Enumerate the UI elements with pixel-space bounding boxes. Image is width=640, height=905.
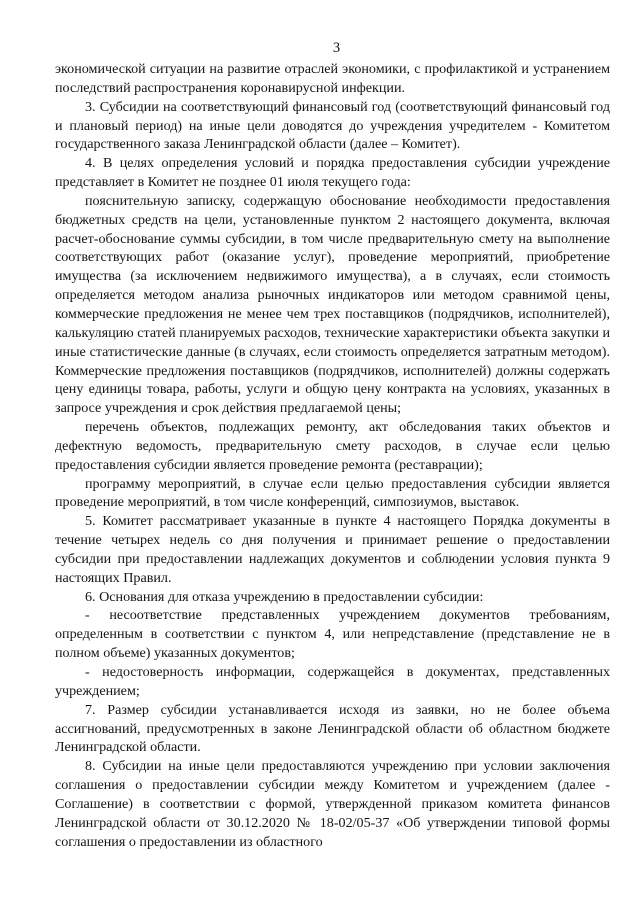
paragraph: пояснительную записку, содержащую обоснование необходимости предоставления бюджетных средств на цели, установленные пунктом 2 настоящего документа, включая расчет-обоснование суммы субсидии, в том числе предварительную смету на выполнение соответствующих работ (оказание услуг), проведение мероприятий, приобретение имущества (за исключением недвижимого имущества), а в случаях, если стоимость определяется методом анализа рыночных индикаторов или методом сравнимой цены, коммерческие предложения не менее чем трех поставщиков (подрядчиков, исполнителей), калькуляцию статей планируемых расходов, технические характеристики объекта закупки и иные статистические данные (в случаях, если стоимость определяется затратным методом). Коммерческие предложения поставщиков (подрядчиков, исполнителей) должны содержать цену единицы товара, работы, услуги и общую цену контракта на условиях, указанных в запросе учреждения и срок действия предлагаемой цены; [55,192,610,417]
paragraph: 3. Субсидии на соответствующий финансовый год (соответствующий финансовый год и плановый период) на иные цели доводятся до учреждения учредителем - Комитетом государственного заказа Ленинградской области (далее – Комитет). [55,98,610,153]
paragraph: программу мероприятий, в случае если целью предоставления субсидии является проведение мероприятий, в том числе конференций, симпозиумов, выставок. [55,475,610,511]
page-number: 3 [332,40,341,56]
paragraph: 5. Комитет рассматривает указанные в пункте 4 настоящего Порядка документы в течение четырех недель со дня получения и принимает решение о предоставлении субсидии при предоставлении надлежащих документов и соблюдении условия пункта 9 настоящих Правил. [55,513,610,586]
paragraph: 7. Размер субсидии устанавливается исходя из заявки, но не более объема ассигнований, предусмотренных в законе Ленинградской области об областном бюджете Ленинградской области. [55,701,610,756]
paragraph: 6. Основания для отказа учреждению в предоставлении субсидии: [85,588,484,605]
paragraph: - несоответствие представленных учреждением документов требованиям, определенным в соответствии с пунктом 4, или непредставление (представление не в полном объеме) указанных документов; [55,607,610,662]
paragraph: - недостоверность информации, содержащейся в документах, представленных учреждением; [55,664,610,699]
paragraph: 8. Субсидии на иные цели предоставляются учреждению при условии заключения соглашения о предоставлении субсидии между Комитетом и учреждением (далее - Соглашение) в соответствии с формой, утвержденной приказом комитета финансов Ленинградской области от 30.12.2020 № 18-02/05-37 «Об утверждении типовой формы соглашения о предоставлении из областного [55,758,610,850]
paragraph: экономической ситуации на развитие отраслей экономики, с профилактикой и устранением последствий распространения коронавирусной инфекции. [55,61,610,96]
paragraph: 4. В целях определения условий и порядка предоставления субсидии учреждение представляет в Комитет не позднее 01 июля текущего года: [55,155,610,191]
document-body [55,60,610,851]
paragraph: перечень объектов, подлежащих ремонту, акт обследования таких объектов и дефектную ведомость, предварительную смету расходов, в случае если целью предоставления субсидии является проведение ремонта (реставрации); [55,419,610,473]
